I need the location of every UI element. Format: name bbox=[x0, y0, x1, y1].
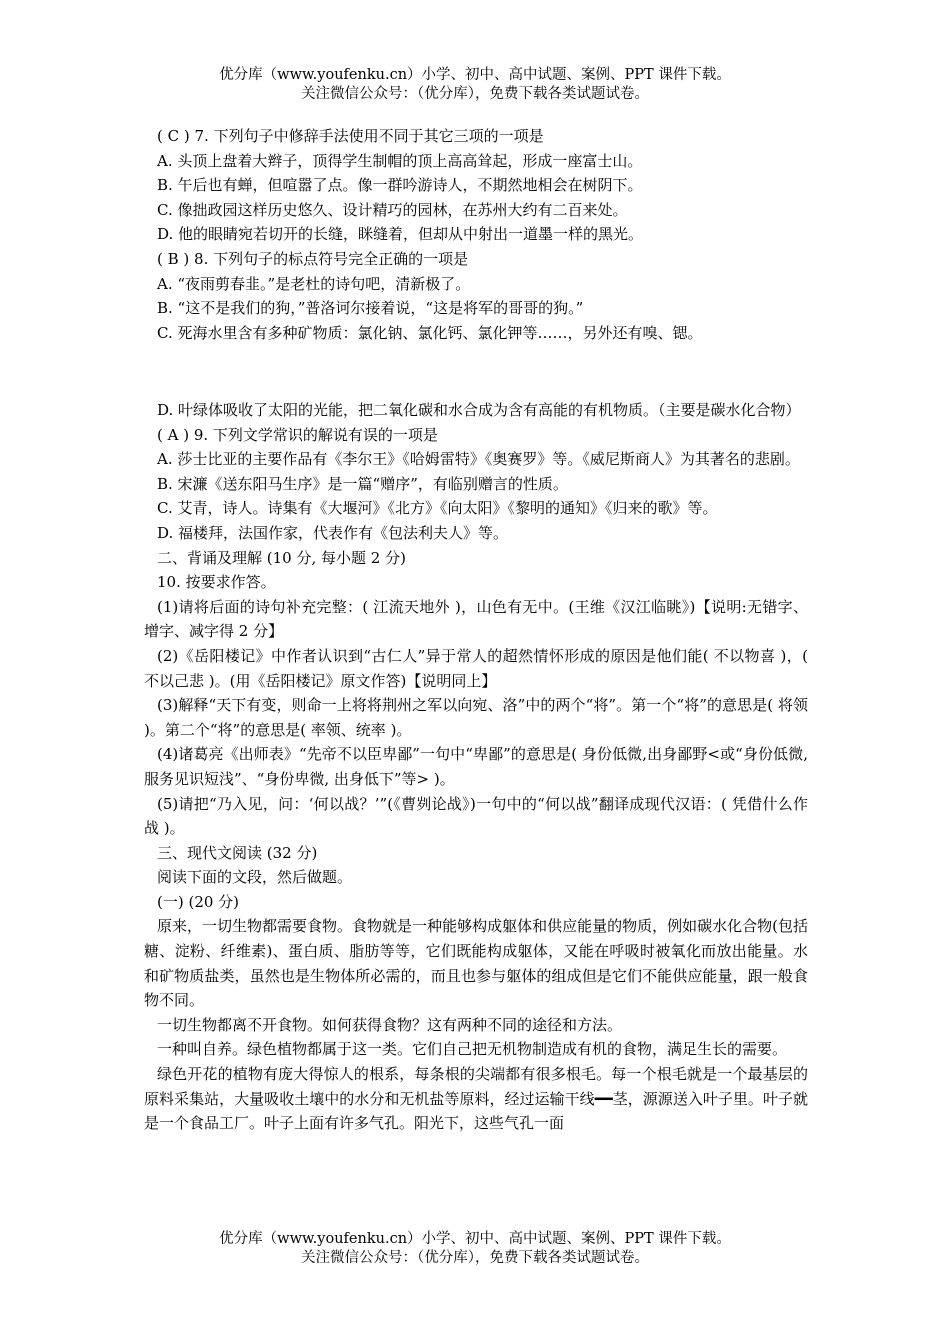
q9-option-d: D. 福楼拜，法国作家，代表作有《包法利夫人》等。 bbox=[157, 523, 509, 542]
section-3-heading: 三、现代文阅读 (32 分) bbox=[157, 843, 318, 862]
footer-line-1: 优分库（www.youfenku.cn）小学、初中、高中试题、案例、PPT 课件下载。 bbox=[219, 1231, 731, 1247]
q7-option-d: D. 他的眼睛宛若切开的长缝，眯缝着，但却从中射出一道墨一样的黑光。 bbox=[157, 225, 644, 244]
q10-part-1: (1)请将后面的诗句补充完整：( 江流天地外 )，山色有无中。(王维《汉江临眺》)【说明:无错字、增字、减字得 2 分】 bbox=[144, 597, 808, 641]
q10-part-5: (5)请把“乃入见，问：‘何以战？’”(《曹刿论战》)一句中的“何以战”翻译成现代汉语：( 凭借什么作战 )。 bbox=[144, 794, 808, 838]
q10-part-4: (4)诸葛亮《出师表》“先帝不以臣卑鄙”一句中“卑鄙”的意思是( 身份低微,出身鄙野<或“身份低微,服务见识短浅”、“身份卑微, 出身低下”等> )。 bbox=[144, 745, 808, 788]
q9-option-a: A. 莎士比亚的主要作品有《李尔王》《哈姆雷特》《奥赛罗》等。《威尼斯商人》为其著名的悲剧。 bbox=[157, 450, 800, 469]
q7-option-b: B. 午后也有蝉，但喧嚣了点。像一群吟游诗人，不期然地相会在树阴下。 bbox=[157, 176, 643, 195]
part-1-heading: (一) (20 分) bbox=[157, 892, 240, 911]
section-2-heading: 二、背诵及理解 (10 分, 每小题 2 分) bbox=[157, 548, 406, 567]
header-line-2: 关注微信公众号：（优分库），免费下载各类试题试卷。 bbox=[301, 86, 649, 102]
q7-option-a: A. 头顶上盘着大辫子，顶得学生制帽的顶上高高耸起，形成一座富士山。 bbox=[157, 151, 643, 170]
q8-option-d: D. 叶绿体吸收了太阳的光能，把二氧化碳和水合成为含有高能的有机物质。（主要是碳水化合物） bbox=[157, 401, 801, 419]
content-block-top bbox=[144, 124, 808, 345]
q9-option-b: B. 宋濂《送东阳马生序》是一篇“赠序”，有临别赠言的性质。 bbox=[157, 474, 568, 493]
q9-option-c: C. 艾青，诗人。诗集有《大堰河》《北方》《向太阳》《黎明的通知》《归来的歌》等。 bbox=[157, 499, 718, 518]
q10-part-2: (2)《岳阳楼记》中作者认识到“古仁人”异于常人的超然情怀形成的原因是他们能( 不以物喜 )，( 不以己悲 )。(用《岳阳楼记》原文作答)【说明同上】 bbox=[144, 646, 808, 690]
page-footer bbox=[0, 1230, 950, 1268]
q7-option-c: C. 像拙政园这样历史悠久、设计精巧的园林，在苏州大约有二百来处。 bbox=[157, 200, 628, 219]
question-10: 10. 按要求作答。 bbox=[157, 573, 276, 592]
passage-paragraph-4: 绿色开花的植物有庞大得惊人的根系，每条根的尖端都有很多根毛。每一个根毛就是一个最基层的原料采集站，大量吸收土壤中的水分和无机盐等原料，经过运输干线━━茎，源源送入叶子里。叶子就是一个食品工厂。叶子上面有许多气孔。阳光下，这些气孔一面 bbox=[144, 1065, 808, 1133]
page-header bbox=[0, 66, 950, 104]
passage-paragraph-2: 一切生物都离不开食物。如何获得食物？这有两种不同的途径和方法。 bbox=[157, 1015, 623, 1034]
question-8: ( B ) 8. 下列句子的标点符号完全正确的一项是 bbox=[157, 249, 469, 268]
passage-paragraph-1: 原来，一切生物都需要食物。食物就是一种能够构成躯体和供应能量的物质，例如碳水化合物(包括糖、淀粉、纤维素)、蛋白质、脂肪等等，它们既能构成躯体，又能在呼吸时被氧化而放出能量。水和矿物质盐类，虽然也是生物体所必需的，而且也参与躯体的组成但是它们不能供应能量，跟一般食物不同。 bbox=[144, 917, 808, 1010]
passage-paragraph-3: 一种叫自养。绿色植物都属于这一类。它们自己把无机物制造成有机的食物，满足生长的需要。 bbox=[157, 1040, 788, 1059]
q8-option-c: C. 死海水里含有多种矿物质：氯化钠、氯化钙、氯化钾等……，另外还有嗅、锶。 bbox=[157, 323, 703, 342]
q8-option-a: A. “夜雨剪春韭。”是老杜的诗句吧，清新极了。 bbox=[157, 274, 471, 293]
content-block-main bbox=[144, 398, 808, 1136]
q8-option-b: B. “这不是我们的狗，”普洛诃尔接着说，“这是将军的哥哥的狗。” bbox=[157, 299, 584, 318]
question-7: ( C ) 7. 下列句子中修辞手法使用不同于其它三项的一项是 bbox=[157, 127, 544, 145]
header-line-1: 优分库（www.youfenku.cn）小学、初中、高中试题、案例、PPT 课件下载。 bbox=[219, 67, 731, 83]
footer-line-2: 关注微信公众号：（优分库），免费下载各类试题试卷。 bbox=[301, 1250, 649, 1266]
question-9: ( A ) 9. 下列文学常识的解说有误的一项是 bbox=[157, 425, 438, 444]
reading-instruction: 阅读下面的文段，然后做题。 bbox=[157, 868, 353, 887]
q10-part-3: (3)解释“天下有变，则命一上将将荆州之军以向宛、洛”中的两个“将”。第一个“将”的意思是( 将领 )。第二个“将”的意思是( 率领、统率 )。 bbox=[144, 696, 808, 739]
